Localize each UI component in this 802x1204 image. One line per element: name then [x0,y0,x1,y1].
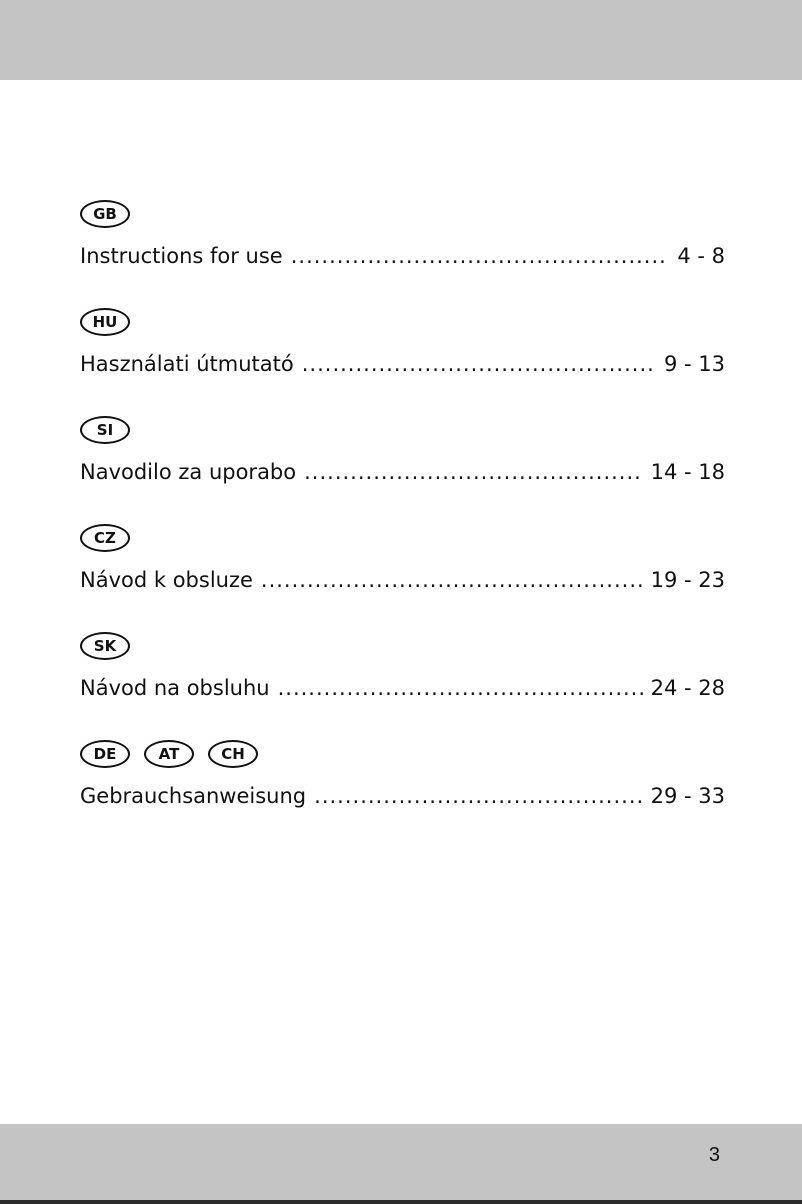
country-badge-ch: CH [208,740,258,768]
toc-title: Návod na obsluhu [80,676,270,700]
toc-pages: 24 - 28 [650,676,725,700]
country-badges [80,524,725,556]
toc-line[interactable] [80,784,725,808]
country-badges [80,632,725,664]
dot-leader [302,352,656,376]
country-badge-si: SI [80,416,130,444]
toc-line[interactable] [80,676,725,700]
toc-entry[interactable] [80,632,725,700]
country-badge-gb: GB [80,200,130,228]
header-bar [0,0,802,80]
country-badges [80,200,725,232]
toc-pages: 4 - 8 [677,244,725,268]
country-badges [80,308,725,340]
toc-title: Használati útmutató [80,352,294,376]
toc-line[interactable] [80,568,725,592]
page-number: 3 [708,1144,720,1166]
toc-title: Navodilo za uporabo [80,460,297,484]
footer-bar [0,1124,802,1204]
toc-pages: 9 - 13 [663,352,725,376]
toc-line[interactable] [80,244,725,268]
dot-leader [278,676,643,700]
country-badge-at: AT [144,740,194,768]
toc-entry[interactable] [80,524,725,592]
toc-title: Návod k obsluze [80,568,253,592]
toc-pages: 14 - 18 [650,460,725,484]
dot-leader [304,460,643,484]
toc-pages: 19 - 23 [650,568,725,592]
toc-pages: 29 - 33 [650,784,725,808]
country-badge-cz: CZ [80,524,130,552]
toc-entry[interactable] [80,416,725,484]
toc-entry[interactable] [80,200,725,268]
country-badge-de: DE [80,740,130,768]
toc-title: Gebrauchsanweisung [80,784,307,808]
dot-leader [314,784,642,808]
country-badges [80,740,725,772]
toc-line[interactable] [80,460,725,484]
toc-title: Instructions for use [80,244,283,268]
dot-leader [261,568,643,592]
toc-line[interactable] [80,352,725,376]
country-badges [80,416,725,448]
dot-leader [291,244,670,268]
toc-entry[interactable] [80,308,725,376]
toc-entry[interactable] [80,740,725,808]
country-badge-sk: SK [80,632,130,660]
country-badge-hu: HU [80,308,130,336]
